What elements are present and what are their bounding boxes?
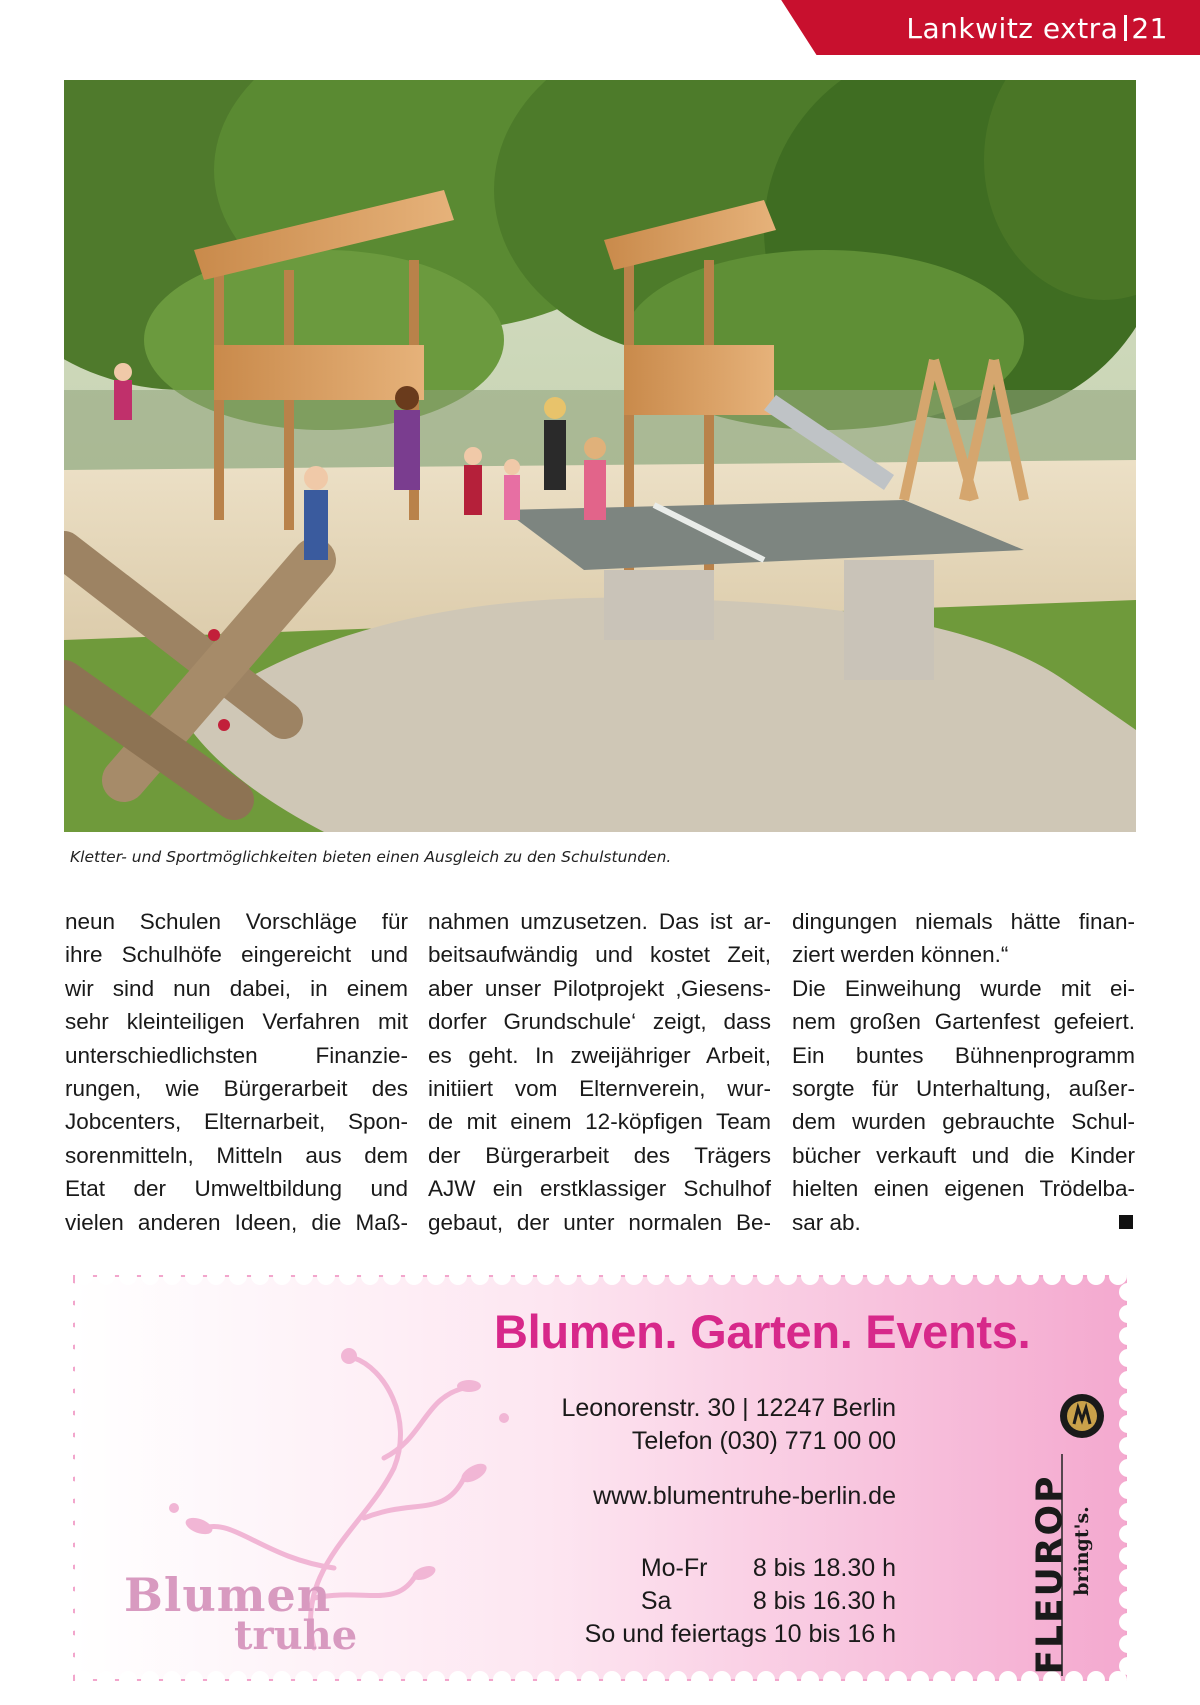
section-name: Lankwitz extra: [906, 12, 1119, 45]
photo-caption: Kletter- und Sportmöglichkeiten bieten einen Ausgleich zu den Schulstunden.: [70, 848, 672, 866]
article-line: de mit einem 12-köpfigen Team: [428, 1109, 771, 1135]
article-column-3: [792, 905, 1135, 1239]
ad-address: Leonorenstr. 30 | 12247 Berlin: [561, 1394, 896, 1422]
page-number: 21: [1131, 12, 1168, 45]
hours-day: Sa: [640, 1587, 672, 1615]
article-column-1: [65, 905, 408, 1239]
article-line: unterschiedlichsten Finanzie-: [65, 1042, 408, 1068]
article-line: Die Einweihung wurde mit ei-: [792, 975, 1135, 1001]
blumentruhe-logo: [124, 1568, 357, 1659]
article-line: Ein buntes Bühnenprogramm: [792, 1042, 1135, 1068]
hours-time: 8 bis 18.30 h: [752, 1554, 896, 1582]
fleurop-tagline: bringt's.: [1071, 1506, 1093, 1596]
article-line: bücher verkauft und die Kinder: [792, 1142, 1135, 1168]
ad-website[interactable]: www.blumentruhe-berlin.de: [593, 1482, 896, 1510]
ad-headline: Blumen. Garten. Events.: [494, 1305, 1031, 1358]
end-of-article-mark: [1119, 1215, 1133, 1229]
article-column-2: [428, 905, 771, 1239]
article-line: sorenmitteln, Mitteln aus dem: [65, 1142, 408, 1168]
hours-time: 8 bis 16.30 h: [752, 1587, 896, 1615]
header-separator: [1124, 15, 1127, 41]
article-line: beitsaufwändig und kostet Zeit,: [428, 942, 771, 968]
page-header-tab: [780, 0, 1200, 56]
article-line: AJW ein erstklassiger Schulhof: [428, 1176, 771, 1202]
article-line: ihre Schulhöfe eingereicht und: [65, 942, 408, 968]
article-line: hielten einen eigenen Trödelba-: [792, 1176, 1135, 1202]
article-line: nem großen Gartenfest gefeiert.: [792, 1009, 1135, 1035]
logo-line-2: truhe: [234, 1612, 358, 1659]
playground-photo: [64, 80, 1136, 832]
article-line: dem wurden gebrauchte Schul-: [792, 1109, 1135, 1135]
article-line: nahmen umzusetzen. Das ist ar-: [428, 909, 771, 934]
blumentruhe-advertisement: [64, 1268, 1136, 1688]
article-line: Jobcenters, Elternarbeit, Spon-: [65, 1109, 408, 1135]
article-line: dingungen niemals hätte finan-: [792, 909, 1135, 934]
article-line: vielen anderen Ideen, die Maß-: [65, 1209, 408, 1235]
article-line: sorgte für Unterhaltung, außer-: [792, 1076, 1135, 1102]
article-line: der Bürgerarbeit des Trägers: [428, 1142, 771, 1168]
hours-day: Mo-Fr: [640, 1554, 708, 1582]
article-line: initiiert vom Elternverein, wur-: [428, 1076, 771, 1102]
article-line-text: sar ab.: [792, 1209, 861, 1235]
article-line: es geht. In zweijähriger Arbeit,: [428, 1042, 771, 1068]
ad-opening-hours: [585, 1552, 896, 1651]
hours-row: [585, 1552, 896, 1585]
article-line: ziert werden können.“: [792, 942, 1009, 968]
ad-phone: Telefon (030) 771 00 00: [631, 1427, 896, 1455]
article-line: Etat der Umweltbildung und: [65, 1176, 408, 1202]
hours-sunday: So und feiertags 10 bis 16 h: [584, 1620, 896, 1648]
article-line: neun Schulen Vorschläge für: [65, 909, 408, 934]
article-line-final: [792, 1206, 1135, 1239]
fleurop-wordmark: FLEUROP: [1029, 1474, 1071, 1675]
article-line: aber unser Pilotprojekt ‚Giesens-: [428, 975, 771, 1001]
hours-row: [585, 1585, 896, 1618]
header-label: [906, 12, 1168, 45]
fleurop-emblem-icon: [1060, 1394, 1104, 1438]
ad-contact: [561, 1392, 896, 1458]
article-line: gebaut, der unter normalen Be-: [428, 1209, 771, 1235]
article-line: sehr kleinteiligen Verfahren mit: [65, 1009, 408, 1035]
logo-line-1: Blumen: [124, 1568, 332, 1622]
article-line: dorfer Grundschule‘ zeigt, dass: [428, 1009, 771, 1035]
article-line: rungen, wie Bürgerarbeit des: [65, 1076, 408, 1102]
fleurop-badge: [1024, 1376, 1104, 1676]
article-line: wir sind nun dabei, in einem: [65, 975, 408, 1001]
